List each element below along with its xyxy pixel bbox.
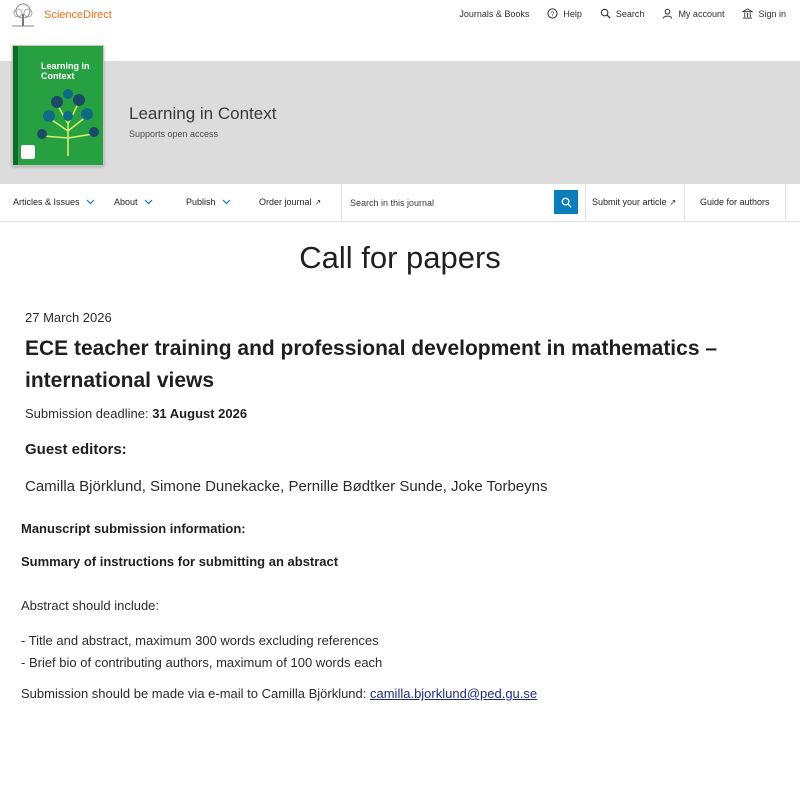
submission-deadline [25, 406, 247, 421]
order-journal-link[interactable] [259, 197, 321, 207]
about-label: About [114, 197, 138, 207]
my-account-label: My account [678, 8, 725, 19]
cover-spine [13, 46, 18, 165]
sign-in-link[interactable] [742, 8, 786, 19]
about-menu[interactable] [114, 197, 153, 207]
cover-title: Learning in Context [41, 61, 90, 81]
external-link-icon: ↗ [314, 197, 322, 207]
list-item: - Brief bio of contributing authors, maximum of 100 words each [21, 655, 383, 670]
journal-cover[interactable] [12, 45, 104, 166]
search-icon [561, 197, 572, 208]
help-link[interactable] [547, 8, 582, 19]
journals-books-label: Journals & Books [459, 8, 530, 19]
guest-editors-heading: Guest editors: [25, 441, 127, 458]
journal-nav [0, 184, 800, 222]
chevron-down-icon [222, 199, 231, 205]
search-label: Search [615, 8, 645, 19]
guide-for-authors-link[interactable] [700, 197, 770, 207]
deadline-label: Submission deadline: [25, 406, 153, 421]
elsevier-tree-icon [6, 2, 40, 28]
guide-for-authors-label: Guide for authors [700, 197, 770, 207]
help-icon [547, 8, 558, 19]
publish-date: 27 March 2026 [25, 310, 112, 325]
institution-icon [742, 8, 753, 19]
top-nav [459, 8, 786, 19]
journal-title[interactable]: Learning in Context [129, 104, 277, 123]
chevron-down-icon [86, 199, 95, 205]
journal-search-input[interactable] [344, 189, 552, 217]
chevron-down-icon [144, 199, 153, 205]
publish-label: Publish [186, 197, 216, 207]
help-label: Help [563, 8, 582, 19]
submit-article-label: Submit your article [592, 197, 667, 207]
sign-in-label: Sign in [758, 8, 786, 19]
articles-issues-label: Articles & Issues [13, 197, 80, 207]
abstract-requirements [21, 630, 382, 674]
journals-books-link[interactable] [459, 9, 529, 19]
list-item: - Title and abstract, maximum 300 words excluding references [21, 633, 379, 648]
user-icon [662, 8, 673, 19]
network-tree-icon [35, 86, 101, 156]
submit-article-link[interactable] [592, 197, 676, 207]
journal-search-button[interactable] [554, 190, 578, 214]
publish-menu[interactable] [186, 197, 231, 207]
search-icon [600, 8, 611, 19]
brand-logo[interactable] [6, 2, 112, 28]
external-link-icon: ↗ [669, 197, 677, 207]
call-title: ECE teacher training and professional development in mathematics – international views [25, 337, 718, 392]
submission-text: Submission should be made via e-mail to Camilla Björklund: [21, 686, 370, 701]
nav-divider [785, 184, 786, 222]
summary-heading: Summary of instructions for submitting an abstract [21, 554, 339, 569]
nav-divider [684, 184, 685, 222]
svg-text:?: ? [551, 10, 555, 18]
order-journal-label: Order journal [259, 197, 312, 207]
my-account-link[interactable] [662, 8, 724, 19]
top-bar [0, 0, 800, 32]
deadline-value: 31 August 2026 [152, 406, 248, 421]
journal-banner [0, 61, 800, 184]
manuscript-info-heading: Manuscript submission information: [21, 521, 246, 536]
nav-divider [585, 184, 586, 222]
page-title: Call for papers [299, 240, 501, 275]
cover-publisher-logo [21, 145, 35, 159]
nav-divider [341, 184, 342, 222]
search-link[interactable] [600, 8, 645, 19]
open-access-note: Supports open access [129, 129, 219, 139]
submission-instructions [21, 686, 537, 701]
brand-name: ScienceDirect [44, 9, 112, 21]
articles-issues-menu[interactable] [13, 197, 95, 207]
editor-email-link[interactable]: camilla.bjorklund@ped.gu.se [370, 686, 538, 701]
abstract-intro: Abstract should include: [21, 598, 160, 613]
guest-editors-list: Camilla Björklund, Simone Dunekacke, Pernille Bødtker Sunde, Joke Torbeyns [25, 478, 548, 495]
